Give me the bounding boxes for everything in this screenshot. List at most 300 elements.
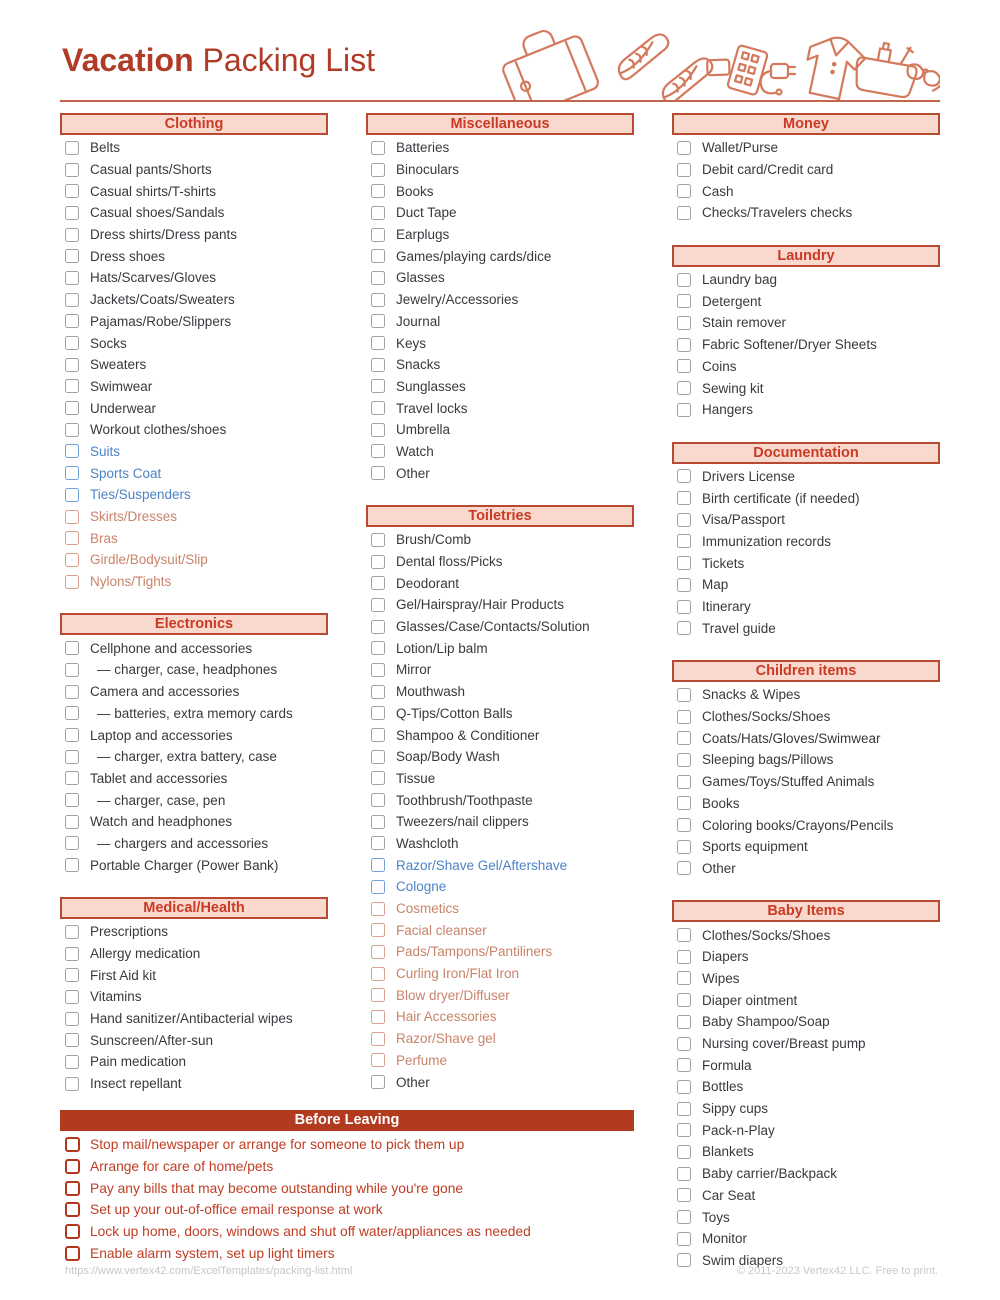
item-label: Sewing kit xyxy=(702,380,764,396)
checklist-item xyxy=(60,267,328,289)
page-title-rest: Packing List xyxy=(193,42,376,78)
checklist-item xyxy=(672,814,940,836)
item-label: Nylons/Tights xyxy=(90,574,172,590)
checkbox[interactable] xyxy=(371,988,385,1002)
checklist-item xyxy=(366,180,634,202)
item-label: Socks xyxy=(90,335,127,351)
checklist-item xyxy=(60,1177,634,1199)
checkbox[interactable] xyxy=(65,379,79,393)
checklist-item xyxy=(672,727,940,749)
checklist-item xyxy=(60,1199,634,1221)
section-header: Electronics xyxy=(60,613,328,635)
checkbox[interactable] xyxy=(371,163,385,177)
checklist-item xyxy=(60,332,328,354)
checkbox[interactable] xyxy=(65,423,79,437)
checkbox[interactable] xyxy=(65,1224,80,1239)
section-children-items xyxy=(672,660,940,879)
checkbox[interactable] xyxy=(65,706,79,720)
item-label: Watch xyxy=(396,443,434,459)
checkbox[interactable] xyxy=(677,840,691,854)
checklist-item xyxy=(672,1054,940,1076)
item-label: Sweaters xyxy=(90,357,147,373)
section-documentation xyxy=(672,442,940,640)
item-label: Arrange for care of home/pets xyxy=(90,1159,274,1175)
checkbox[interactable] xyxy=(371,1032,385,1046)
checkbox[interactable] xyxy=(677,578,691,592)
checkbox[interactable] xyxy=(65,663,79,677)
checkbox[interactable] xyxy=(677,775,691,789)
item-label: Dress shoes xyxy=(90,248,166,264)
item-label: Tweezers/nail clippers xyxy=(396,814,529,830)
item-label: Earplugs xyxy=(396,227,450,243)
sneaker-icon xyxy=(613,31,673,81)
checkbox[interactable] xyxy=(677,1102,691,1116)
checkbox[interactable] xyxy=(371,836,385,850)
toiletry-bag-icon xyxy=(853,39,921,99)
checkbox[interactable] xyxy=(677,359,691,373)
item-label: Hair Accessories xyxy=(396,1009,497,1025)
checkbox[interactable] xyxy=(65,228,79,242)
item-label: Clothes/Socks/Shoes xyxy=(702,927,831,943)
checkbox[interactable] xyxy=(371,206,385,220)
item-label: Camera and accessories xyxy=(90,684,240,700)
checkbox[interactable] xyxy=(65,271,79,285)
checkbox[interactable] xyxy=(371,228,385,242)
item-label: Lotion/Lip balm xyxy=(396,640,488,656)
item-label: Cosmetics xyxy=(396,901,460,917)
item-label: Deodorant xyxy=(396,575,460,591)
checkbox[interactable] xyxy=(65,1137,80,1152)
checkbox[interactable] xyxy=(65,1181,80,1196)
checkbox[interactable] xyxy=(371,466,385,480)
checkbox[interactable] xyxy=(371,141,385,155)
checkbox[interactable] xyxy=(677,928,691,942)
section-header: Miscellaneous xyxy=(366,113,634,135)
item-label: Pay any bills that may become outstanding while you're gone xyxy=(90,1180,464,1196)
checkbox[interactable] xyxy=(677,491,691,505)
checklist-item xyxy=(366,963,634,985)
checkbox[interactable] xyxy=(677,338,691,352)
checkbox[interactable] xyxy=(677,1080,691,1094)
item-label: Sports equipment xyxy=(702,839,808,855)
checklist-item xyxy=(672,137,940,159)
checkbox[interactable] xyxy=(65,314,79,328)
item-label: — charger, extra battery, case xyxy=(97,749,277,765)
checkbox[interactable] xyxy=(65,488,79,502)
checkbox[interactable] xyxy=(371,967,385,981)
checklist-item xyxy=(60,1156,634,1178)
before-leaving-header: Before Leaving xyxy=(60,1110,634,1131)
checkbox[interactable] xyxy=(371,1010,385,1024)
checkbox[interactable] xyxy=(677,294,691,308)
checkbox[interactable] xyxy=(677,600,691,614)
checklist-item xyxy=(672,858,940,880)
checkbox[interactable] xyxy=(65,1202,80,1217)
section-header: Money xyxy=(672,113,940,135)
item-label: Birth certificate (if needed) xyxy=(702,490,860,506)
item-label: Ties/Suspenders xyxy=(90,487,191,503)
checklist-item xyxy=(672,749,940,771)
item-label: Fabric Softener/Dryer Sheets xyxy=(702,337,877,353)
checkbox[interactable] xyxy=(677,993,691,1007)
checkbox[interactable] xyxy=(371,249,385,263)
checkbox[interactable] xyxy=(677,1167,691,1181)
checkbox[interactable] xyxy=(677,184,691,198)
checkbox[interactable] xyxy=(65,444,79,458)
checkbox[interactable] xyxy=(371,771,385,785)
checkbox[interactable] xyxy=(65,836,79,850)
checklist-item xyxy=(672,1011,940,1033)
checklist-item xyxy=(672,377,940,399)
checklist-item xyxy=(366,919,634,941)
checklist-item xyxy=(672,202,940,224)
checkbox[interactable] xyxy=(65,401,79,415)
checkbox[interactable] xyxy=(371,663,385,677)
item-label: Duct Tape xyxy=(396,205,457,221)
footer-copyright: © 2011-2023 Vertex42 LLC. Free to print. xyxy=(736,1265,938,1277)
item-label: Debit card/Credit card xyxy=(702,162,834,178)
section-header: Medical/Health xyxy=(60,897,328,919)
item-label: Cellphone and accessories xyxy=(90,640,253,656)
item-label: Pads/Tampons/Pantiliners xyxy=(396,944,553,960)
item-label: Books xyxy=(702,795,740,811)
checklist-item xyxy=(60,462,328,484)
checkbox[interactable] xyxy=(65,553,79,567)
checkbox[interactable] xyxy=(65,466,79,480)
section-before-leaving xyxy=(60,1110,634,1264)
item-label: Dental floss/Picks xyxy=(396,554,503,570)
item-label: Games/Toys/Stuffed Animals xyxy=(702,774,875,790)
item-label: Shampoo & Conditioner xyxy=(396,727,540,743)
checklist-item xyxy=(366,462,634,484)
column-1 xyxy=(60,113,328,1116)
checkbox[interactable] xyxy=(65,575,79,589)
checklist-item xyxy=(60,964,328,986)
checkbox[interactable] xyxy=(371,793,385,807)
checklist-item xyxy=(672,1098,940,1120)
item-label: Diaper ointment xyxy=(702,992,798,1008)
checkbox[interactable] xyxy=(371,641,385,655)
item-label: Hangers xyxy=(702,402,754,418)
checklist-item xyxy=(366,441,634,463)
item-label: Vitamins xyxy=(90,989,142,1005)
checklist-item xyxy=(60,441,328,463)
checkbox[interactable] xyxy=(371,576,385,590)
checklist-item xyxy=(672,312,940,334)
checkbox[interactable] xyxy=(371,598,385,612)
checkbox[interactable] xyxy=(677,381,691,395)
checkbox[interactable] xyxy=(371,444,385,458)
item-label: Diapers xyxy=(702,949,749,965)
item-label: Soap/Body Wash xyxy=(396,749,500,765)
checkbox[interactable] xyxy=(65,206,79,220)
item-label: Hats/Scarves/Gloves xyxy=(90,270,217,286)
footer-url: https://www.vertex42.com/ExcelTemplates/packing-list.html xyxy=(65,1265,353,1277)
item-label: Formula xyxy=(702,1057,752,1073)
checklist-item xyxy=(60,854,328,876)
checkbox[interactable] xyxy=(65,1012,79,1026)
checkbox[interactable] xyxy=(65,293,79,307)
checkbox[interactable] xyxy=(677,731,691,745)
item-label: Jewelry/Accessories xyxy=(396,292,519,308)
checkbox[interactable] xyxy=(65,141,79,155)
checkbox[interactable] xyxy=(677,688,691,702)
checkbox[interactable] xyxy=(677,513,691,527)
checkbox[interactable] xyxy=(65,728,79,742)
item-label: Belts xyxy=(90,140,121,156)
checklist-item xyxy=(60,659,328,681)
checkbox[interactable] xyxy=(65,815,79,829)
checkbox[interactable] xyxy=(371,750,385,764)
checkbox[interactable] xyxy=(677,1232,691,1246)
checkbox[interactable] xyxy=(677,1015,691,1029)
checkbox[interactable] xyxy=(65,1246,80,1261)
checkbox[interactable] xyxy=(677,818,691,832)
checkbox[interactable] xyxy=(677,1145,691,1159)
checkbox[interactable] xyxy=(65,947,79,961)
checklist-item xyxy=(672,836,940,858)
checkbox[interactable] xyxy=(65,358,79,372)
checkbox[interactable] xyxy=(371,685,385,699)
item-label: Baby Shampoo/Soap xyxy=(702,1014,830,1030)
item-label: Lock up home, doors, windows and shut off water/appliances as needed xyxy=(90,1224,531,1240)
checklist-item xyxy=(60,921,328,943)
checklist-item xyxy=(672,509,940,531)
checklist-item xyxy=(366,202,634,224)
checklist-item xyxy=(366,984,634,1006)
checkbox[interactable] xyxy=(677,1037,691,1051)
checkbox[interactable] xyxy=(371,379,385,393)
item-label: Hand sanitizer/Antibacterial wipes xyxy=(90,1011,293,1027)
checkbox[interactable] xyxy=(65,1159,80,1174)
checklist-item xyxy=(366,311,634,333)
item-label: Razor/Shave Gel/Aftershave xyxy=(396,857,568,873)
checkbox[interactable] xyxy=(371,271,385,285)
item-label: Prescriptions xyxy=(90,924,169,940)
checklist-item xyxy=(366,332,634,354)
item-label: Dress shirts/Dress pants xyxy=(90,227,238,243)
item-label: Toothbrush/Toothpaste xyxy=(396,792,533,808)
checkbox[interactable] xyxy=(677,403,691,417)
item-label: Tickets xyxy=(702,555,745,571)
checklist-item xyxy=(366,397,634,419)
item-label: Itinerary xyxy=(702,599,751,615)
checkbox[interactable] xyxy=(65,163,79,177)
charger-icon xyxy=(761,64,795,95)
checkbox[interactable] xyxy=(371,945,385,959)
item-label: Washcloth xyxy=(396,835,459,851)
checkbox[interactable] xyxy=(677,950,691,964)
checkbox[interactable] xyxy=(677,971,691,985)
checklist-item xyxy=(366,637,634,659)
column-3 xyxy=(672,113,940,1292)
item-label: Travel locks xyxy=(396,400,468,416)
checkbox[interactable] xyxy=(677,1253,691,1267)
item-label: Casual shirts/T-shirts xyxy=(90,183,217,199)
checklist-item xyxy=(60,397,328,419)
section-header: Children items xyxy=(672,660,940,682)
checkbox[interactable] xyxy=(65,1077,79,1091)
section-electronics xyxy=(60,613,328,876)
item-label: Travel guide xyxy=(702,620,776,636)
checklist-item xyxy=(366,659,634,681)
checklist-item xyxy=(60,180,328,202)
item-label: Books xyxy=(396,183,434,199)
checklist-item xyxy=(366,1071,634,1093)
item-label: Stain remover xyxy=(702,315,787,331)
checkbox[interactable] xyxy=(65,858,79,872)
checkbox[interactable] xyxy=(677,556,691,570)
checklist-item xyxy=(60,768,328,790)
checklist-item xyxy=(60,506,328,528)
checkbox[interactable] xyxy=(65,968,79,982)
checkbox[interactable] xyxy=(371,358,385,372)
item-label: Enable alarm system, set up light timers xyxy=(90,1245,335,1261)
checklist-item xyxy=(366,572,634,594)
item-label: Snacks xyxy=(396,357,441,373)
checkbox[interactable] xyxy=(677,1058,691,1072)
checkbox[interactable] xyxy=(65,990,79,1004)
checkbox[interactable] xyxy=(371,880,385,894)
checkbox[interactable] xyxy=(677,469,691,483)
item-label: Other xyxy=(396,465,430,481)
item-label: Sippy cups xyxy=(702,1101,769,1117)
checklist-item xyxy=(366,833,634,855)
page-header xyxy=(60,0,940,102)
travel-doodles-icon xyxy=(495,20,940,100)
checklist-item xyxy=(672,1163,940,1185)
checkbox[interactable] xyxy=(65,750,79,764)
checkbox[interactable] xyxy=(65,336,79,350)
checkbox[interactable] xyxy=(65,531,79,545)
item-label: Clothes/Socks/Shoes xyxy=(702,709,831,725)
section-baby-items xyxy=(672,900,940,1271)
checklist-item xyxy=(366,898,634,920)
checkbox[interactable] xyxy=(677,534,691,548)
checkbox[interactable] xyxy=(371,706,385,720)
checkbox[interactable] xyxy=(677,273,691,287)
item-label: Blow dryer/Diffuser xyxy=(396,987,510,1003)
checkbox[interactable] xyxy=(371,533,385,547)
item-label: Casual pants/Shorts xyxy=(90,162,212,178)
checkbox[interactable] xyxy=(65,641,79,655)
checkbox[interactable] xyxy=(677,753,691,767)
checkbox[interactable] xyxy=(65,685,79,699)
checklist-item xyxy=(366,137,634,159)
checkbox[interactable] xyxy=(65,510,79,524)
checkbox[interactable] xyxy=(371,555,385,569)
item-label: Watch and headphones xyxy=(90,814,233,830)
checkbox[interactable] xyxy=(677,621,691,635)
checklist-item xyxy=(672,1206,940,1228)
item-label: Cash xyxy=(702,183,734,199)
checkbox[interactable] xyxy=(677,1188,691,1202)
checkbox[interactable] xyxy=(371,401,385,415)
item-label: Games/playing cards/dice xyxy=(396,248,552,264)
checkbox[interactable] xyxy=(371,620,385,634)
checkbox[interactable] xyxy=(371,923,385,937)
item-label: Batteries xyxy=(396,140,450,156)
checkbox[interactable] xyxy=(677,1123,691,1137)
checklist-item xyxy=(672,574,940,596)
checklist-item xyxy=(366,941,634,963)
item-label: Monitor xyxy=(702,1231,748,1247)
checklist-item xyxy=(60,1134,634,1156)
checkbox[interactable] xyxy=(371,184,385,198)
checkbox[interactable] xyxy=(677,316,691,330)
checkbox[interactable] xyxy=(371,293,385,307)
item-label: Visa/Passport xyxy=(702,512,786,528)
checklist-item xyxy=(672,968,940,990)
checkbox[interactable] xyxy=(371,858,385,872)
checklist-item xyxy=(366,811,634,833)
checkbox[interactable] xyxy=(677,163,691,177)
checkbox[interactable] xyxy=(371,314,385,328)
item-label: Binoculars xyxy=(396,162,460,178)
checkbox[interactable] xyxy=(65,1055,79,1069)
checkbox[interactable] xyxy=(371,1075,385,1089)
checkbox[interactable] xyxy=(371,728,385,742)
checklist-item xyxy=(366,376,634,398)
item-label: Tablet and accessories xyxy=(90,770,228,786)
checkbox[interactable] xyxy=(371,815,385,829)
checkbox[interactable] xyxy=(65,249,79,263)
section-toiletries xyxy=(366,505,634,1093)
checkbox[interactable] xyxy=(677,1210,691,1224)
checklist-item xyxy=(366,854,634,876)
checkbox[interactable] xyxy=(371,1053,385,1067)
checkbox[interactable] xyxy=(371,902,385,916)
checkbox[interactable] xyxy=(677,206,691,220)
checklist-item xyxy=(60,1029,328,1051)
checkbox[interactable] xyxy=(677,796,691,810)
item-label: Underwear xyxy=(90,400,157,416)
item-label: Sleeping bags/Pillows xyxy=(702,752,834,768)
checkbox[interactable] xyxy=(65,771,79,785)
checklist-item xyxy=(672,793,940,815)
item-label: Umbrella xyxy=(396,422,451,438)
checkbox[interactable] xyxy=(677,861,691,875)
item-label: Other xyxy=(702,860,736,876)
checklist-item xyxy=(60,202,328,224)
checklist-item xyxy=(672,399,940,421)
checklist-item xyxy=(672,1141,940,1163)
checklist-item xyxy=(366,267,634,289)
checklist-item xyxy=(672,924,940,946)
checklist-item xyxy=(60,681,328,703)
checklist-item xyxy=(60,1008,328,1030)
item-label: Portable Charger (Power Bank) xyxy=(90,857,279,873)
checklist-item xyxy=(60,1242,634,1264)
item-label: Snacks & Wipes xyxy=(702,687,801,703)
section-money xyxy=(672,113,940,224)
checkbox[interactable] xyxy=(677,141,691,155)
checkbox[interactable] xyxy=(65,1033,79,1047)
checkbox[interactable] xyxy=(65,925,79,939)
section-header: Toiletries xyxy=(366,505,634,527)
checkbox[interactable] xyxy=(65,184,79,198)
item-label: Insect repellant xyxy=(90,1076,182,1092)
suitcase-icon xyxy=(495,20,600,100)
checkbox[interactable] xyxy=(65,793,79,807)
checkbox[interactable] xyxy=(677,710,691,724)
checklist-item xyxy=(672,334,940,356)
checklist-item xyxy=(60,224,328,246)
checkbox[interactable] xyxy=(371,423,385,437)
checkbox[interactable] xyxy=(371,336,385,350)
checklist-item xyxy=(366,876,634,898)
checklist-item xyxy=(672,989,940,1011)
